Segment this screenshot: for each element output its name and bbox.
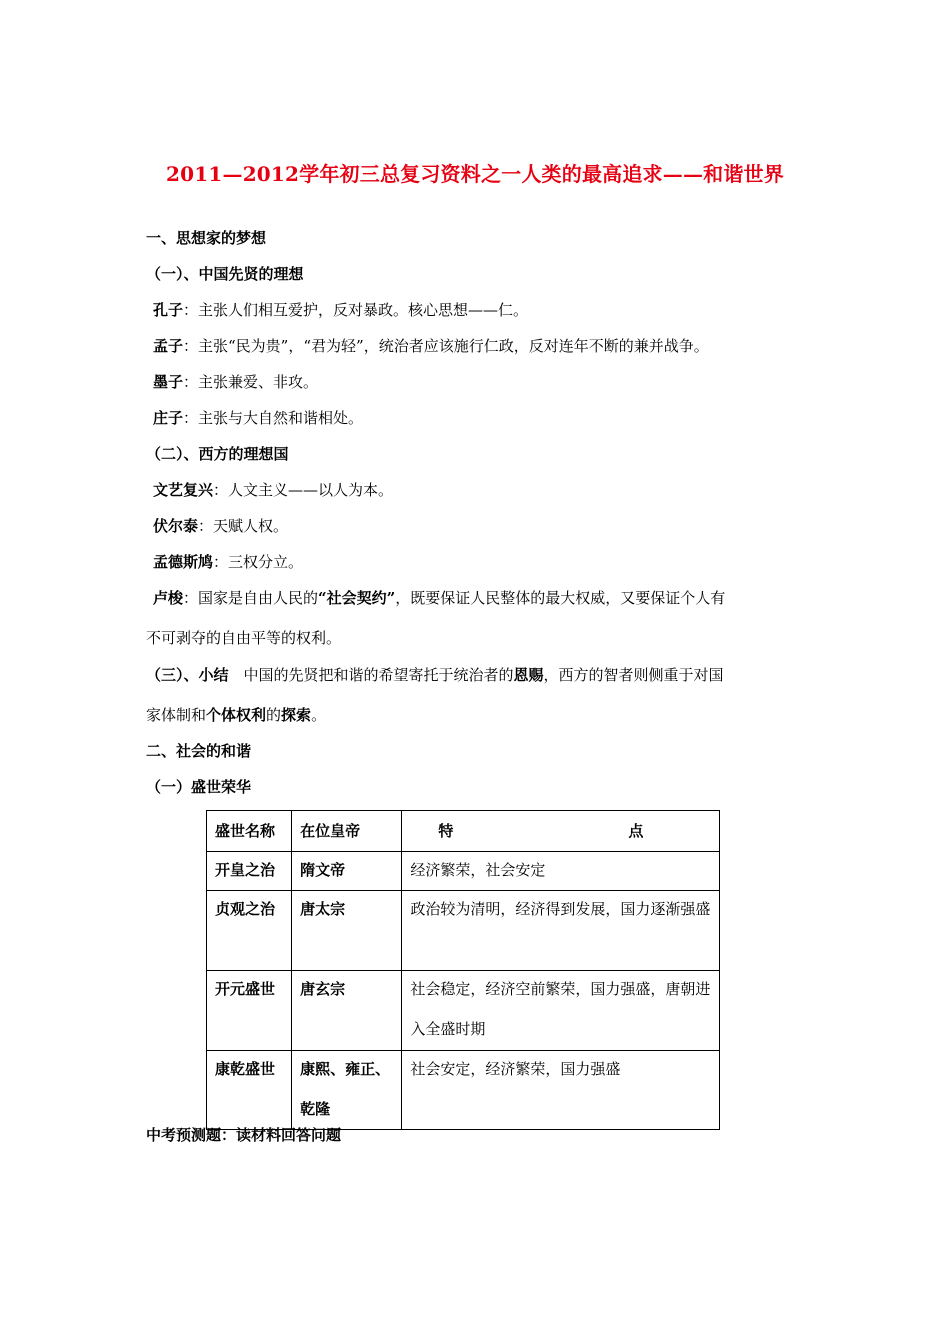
- item-name: 庄子: [153, 409, 184, 427]
- row-emperor: 唐太宗: [292, 891, 402, 971]
- table-row: [207, 1051, 720, 1130]
- summary-paragraph: [146, 665, 724, 685]
- section2-heading: 二、社会的和谐: [146, 742, 252, 760]
- item-name: 孟子: [153, 337, 184, 355]
- table-header-row: [207, 811, 720, 852]
- item-text: ：人文主义——以人为本。: [213, 481, 394, 499]
- prosperity-table: [206, 810, 720, 1130]
- row-feature: 社会稳定，经济空前繁荣，国力强盛，唐朝进入全盛时期: [402, 971, 720, 1051]
- document-title: 2011—2012学年初三总复习资料之一人类的最高追求——和谐世界: [166, 162, 784, 186]
- row-emperor: 唐玄宗: [292, 971, 402, 1051]
- item-mozi: [153, 372, 318, 392]
- header-cell: 在位皇帝: [292, 811, 402, 852]
- summary-bold-grace: 恩赐: [513, 666, 544, 684]
- row-feature: 社会安定，经济繁荣，国力强盛: [402, 1051, 720, 1130]
- item-name: 卢梭: [153, 589, 184, 607]
- summary-heading: （三）、小结: [146, 666, 229, 684]
- item-name: 墨子: [153, 373, 184, 391]
- summary-text: ，西方的智者则侧重于对国: [543, 666, 724, 684]
- section1-sub1-heading: （一）、中国先贤的理想: [146, 265, 304, 283]
- section2-sub1-heading: （一）盛世荣华: [146, 778, 252, 796]
- section1-heading: 一、思想家的梦想: [146, 229, 267, 247]
- header-char: 点: [628, 822, 644, 840]
- summary-text: 中国的先贤把和谐的希望寄托于统治者的: [228, 666, 514, 684]
- item-name: 孟德斯鸠: [153, 553, 214, 571]
- item-name: 伏尔泰: [153, 517, 199, 535]
- item-rousseau-line2: 不可剥夺的自由平等的权利。: [146, 629, 342, 647]
- header-char: 特: [438, 822, 454, 840]
- summary-paragraph-line2: [146, 705, 326, 725]
- table-row: [207, 891, 720, 971]
- item-text: ：三权分立。: [213, 553, 304, 571]
- row-emperor: 隋文帝: [292, 852, 402, 891]
- item-text: ：天赋人权。: [198, 517, 289, 535]
- item-text: ：主张与大自然和谐相处。: [183, 409, 364, 427]
- item-name: 文艺复兴: [153, 481, 214, 499]
- item-text: ：主张“民为贵”，“君为轻”，统治者应该施行仁政，反对连年不断的兼并战争。: [183, 337, 709, 355]
- table-row: [207, 852, 720, 891]
- row-feature: 经济繁荣，社会安定: [402, 852, 720, 891]
- item-text: ：主张兼爱、非攻。: [183, 373, 319, 391]
- item-name: 孔子: [153, 301, 184, 319]
- summary-text: 。: [311, 706, 327, 724]
- row-name: 康乾盛世: [207, 1051, 292, 1130]
- summary-text: 的: [266, 706, 282, 724]
- row-name: 开元盛世: [207, 971, 292, 1051]
- exam-prediction-heading: 中考预测题：读材料回答问题: [146, 1126, 342, 1144]
- header-cell: 盛世名称: [207, 811, 292, 852]
- summary-bold-rights: 个体权利: [206, 706, 267, 724]
- item-text: ：主张人们相互爱护，反对暴政。核心思想——仁。: [183, 301, 529, 319]
- row-name: 贞观之治: [207, 891, 292, 971]
- section1-sub2-heading: （二）、西方的理想国: [146, 445, 289, 463]
- item-renaissance: [153, 480, 393, 500]
- item-text-cont: ，既要保证人民整体的最大权威，又要保证个人有: [395, 589, 726, 607]
- table-row: [207, 971, 720, 1051]
- row-feature: 政治较为清明，经济得到发展，国力逐渐强盛: [402, 891, 720, 971]
- item-rousseau: [153, 588, 725, 608]
- social-contract-term: “社会契约”: [318, 589, 396, 607]
- header-cell-feature: [402, 811, 720, 852]
- row-emperor: 康熙、雍正、乾隆: [292, 1051, 402, 1130]
- summary-text: 家体制和: [146, 706, 207, 724]
- row-name: 开皇之治: [207, 852, 292, 891]
- item-text: ：国家是自由人民的: [183, 589, 319, 607]
- item-zhuangzi: [153, 408, 363, 428]
- summary-bold-explore: 探索: [281, 706, 312, 724]
- item-montesquieu: [153, 552, 303, 572]
- item-voltaire: [153, 516, 288, 536]
- item-confucius: [153, 300, 528, 320]
- item-mencius: [153, 336, 709, 356]
